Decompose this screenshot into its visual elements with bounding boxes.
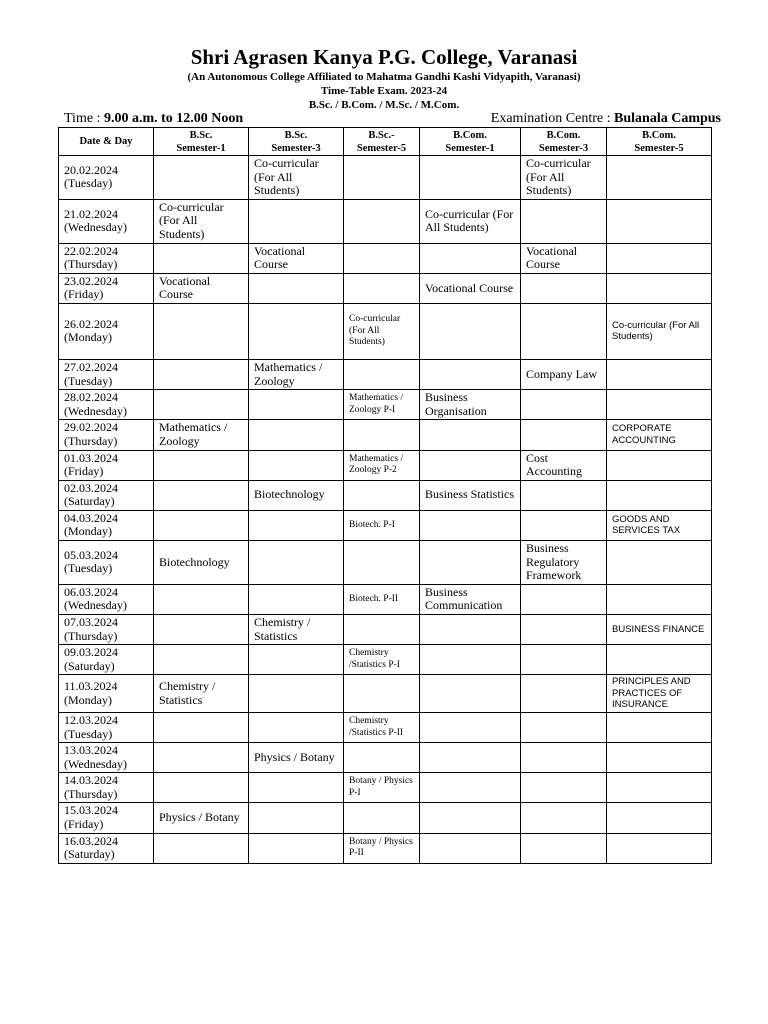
table-header-row	[59, 128, 712, 156]
table-row	[59, 584, 712, 614]
table-row	[59, 359, 712, 389]
subject-cell: Biotechnology	[154, 541, 249, 585]
subject-cell	[249, 420, 344, 450]
subject-cell	[420, 833, 521, 863]
exam-centre	[491, 110, 721, 128]
table-row	[59, 420, 712, 450]
table-row	[59, 773, 712, 803]
subject-cell	[344, 615, 420, 645]
date-cell	[59, 541, 154, 585]
subject-cell	[420, 156, 521, 200]
college-title: Shri Agrasen Kanya P.G. College, Varanasi	[190, 45, 578, 69]
exam-date: 01.03.2024	[64, 450, 118, 465]
subject-cell: Biotech. P-II	[344, 584, 420, 614]
exam-day: (Tuesday)	[64, 373, 113, 388]
exam-day: (Monday)	[64, 524, 112, 539]
subject-cell	[249, 510, 344, 540]
exam-day: (Saturday)	[64, 847, 115, 862]
table-row	[59, 615, 712, 645]
subject-cell	[249, 712, 344, 742]
subject-cell: Chemistry / Statistics	[249, 615, 344, 645]
subject-cell	[249, 833, 344, 863]
exam-day: (Wednesday)	[64, 220, 128, 235]
subject-cell: Co-curricular (For All Students)	[420, 199, 521, 243]
exam-info-line	[58, 110, 721, 128]
subject-cell	[249, 675, 344, 713]
subject-cell	[154, 359, 249, 389]
subject-cell	[249, 541, 344, 585]
subject-cell: Vocational Course	[420, 273, 521, 303]
subject-cell	[344, 156, 420, 200]
column-header-line: Semester-5	[356, 142, 407, 154]
subject-cell	[249, 273, 344, 303]
exam-day: (Wednesday)	[64, 598, 128, 613]
subject-cell	[344, 803, 420, 833]
column-header-bsc-sem5	[344, 128, 420, 156]
subject-cell	[607, 743, 712, 773]
column-header-bcom-sem1	[420, 128, 521, 156]
date-cell	[59, 803, 154, 833]
exam-date: 29.02.2024	[64, 420, 118, 435]
subject-cell	[521, 803, 607, 833]
column-header-line: B.Sc.-	[368, 129, 395, 141]
subject-cell: Mathematics / Zoology P-2	[344, 450, 420, 480]
column-header-line: Semester-3	[538, 142, 589, 154]
table-row	[59, 303, 712, 359]
subject-cell: Co-curricular (For All Students)	[154, 199, 249, 243]
subject-cell	[249, 390, 344, 420]
date-cell	[59, 712, 154, 742]
subject-cell	[154, 156, 249, 200]
subject-cell: BUSINESS FINANCE	[607, 615, 712, 645]
subject-cell	[521, 480, 607, 510]
subject-cell	[154, 450, 249, 480]
column-header-bsc-sem3	[249, 128, 344, 156]
subject-cell	[521, 303, 607, 359]
exam-day: (Tuesday)	[64, 726, 113, 741]
table-row	[59, 645, 712, 675]
table-row	[59, 199, 712, 243]
subject-cell	[607, 273, 712, 303]
date-cell	[59, 675, 154, 713]
subject-cell	[344, 199, 420, 243]
exam-date: 09.03.2024	[64, 645, 118, 660]
date-cell	[59, 156, 154, 200]
date-cell	[59, 390, 154, 420]
exam-day: (Wednesday)	[64, 756, 128, 771]
subject-cell	[249, 645, 344, 675]
subject-cell: Physics / Botany	[154, 803, 249, 833]
exam-date: 28.02.2024	[64, 390, 118, 405]
table-row	[59, 541, 712, 585]
table-row	[59, 450, 712, 480]
subject-cell	[521, 675, 607, 713]
subject-cell	[607, 645, 712, 675]
column-header-line: Semester-1	[445, 142, 495, 154]
subject-cell: Co-curricular (For All Students)	[249, 156, 344, 200]
subject-cell: Vocational Course	[154, 273, 249, 303]
subject-cell	[420, 615, 521, 645]
exam-day: (Friday)	[64, 464, 104, 479]
exam-day: (Monday)	[64, 692, 112, 707]
subject-cell	[154, 510, 249, 540]
subject-cell: Biotechnology	[249, 480, 344, 510]
date-cell	[59, 273, 154, 303]
table-row	[59, 156, 712, 200]
subject-cell	[521, 390, 607, 420]
subject-cell	[420, 359, 521, 389]
date-cell	[59, 615, 154, 645]
column-header-date-day	[59, 128, 154, 156]
subject-cell	[154, 773, 249, 803]
exam-date: 07.03.2024	[64, 615, 118, 630]
subject-cell: Chemistry /Statistics P-I	[344, 645, 420, 675]
subject-cell	[420, 303, 521, 359]
time-value: 9.00 a.m. to 12.00 Noon	[103, 111, 244, 126]
exam-date: 05.03.2024	[64, 547, 118, 562]
subject-cell	[521, 712, 607, 742]
exam-date: 02.03.2024	[64, 480, 118, 495]
subject-cell	[521, 833, 607, 863]
date-cell	[59, 199, 154, 243]
subject-cell	[607, 584, 712, 614]
subject-cell: Co-curricular (For All Students)	[344, 303, 420, 359]
subject-cell: Mathematics / Zoology	[249, 359, 344, 389]
table-row	[59, 743, 712, 773]
subject-cell	[521, 584, 607, 614]
exam-day: (Friday)	[64, 287, 104, 302]
table-row	[59, 390, 712, 420]
subject-cell	[607, 156, 712, 200]
subject-cell	[154, 303, 249, 359]
exam-day: (Monday)	[64, 330, 112, 345]
date-cell	[59, 510, 154, 540]
column-header-line: Semester-1	[176, 142, 226, 154]
subject-cell	[607, 359, 712, 389]
subject-cell	[249, 303, 344, 359]
centre-label: Examination Centre :	[490, 111, 615, 126]
exam-date: 06.03.2024	[64, 584, 118, 599]
table-row	[59, 833, 712, 863]
subject-cell: Mathematics / Zoology P-I	[344, 390, 420, 420]
table-row	[59, 273, 712, 303]
subject-cell: Vocational Course	[249, 243, 344, 273]
subject-cell	[420, 803, 521, 833]
exam-date: 23.02.2024	[64, 273, 118, 288]
column-header-line: Semester-3	[271, 142, 321, 154]
subject-cell	[521, 199, 607, 243]
exam-title: Time-Table Exam. 2023-24	[320, 85, 448, 97]
date-cell	[59, 303, 154, 359]
column-header-bcom-sem5	[607, 128, 712, 156]
exam-day: (Saturday)	[64, 658, 115, 673]
column-header-line: B.Com.	[642, 129, 676, 141]
subject-cell: Co-curricular (For All Students)	[521, 156, 607, 200]
exam-date: 14.03.2024	[64, 773, 118, 788]
exam-date: 15.03.2024	[64, 803, 118, 818]
column-header-line: B.Sc.	[189, 129, 213, 141]
date-cell	[59, 243, 154, 273]
exam-date: 04.03.2024	[64, 510, 118, 525]
subject-cell	[521, 615, 607, 645]
date-cell	[59, 773, 154, 803]
subject-cell	[420, 243, 521, 273]
subject-cell: Botany / Physics P-I	[344, 773, 420, 803]
table-row	[59, 243, 712, 273]
exam-date: 22.02.2024	[64, 243, 118, 258]
subject-cell: Chemistry / Statistics	[154, 675, 249, 713]
subject-cell	[154, 712, 249, 742]
subject-cell: Business Organisation	[420, 390, 521, 420]
subject-cell	[607, 712, 712, 742]
subject-cell	[420, 420, 521, 450]
column-header-line: B.Com.	[546, 129, 581, 141]
subject-cell	[420, 645, 521, 675]
subject-cell	[420, 450, 521, 480]
subject-cell	[154, 833, 249, 863]
exam-day: (Thursday)	[64, 433, 118, 448]
subject-cell	[521, 743, 607, 773]
table-row	[59, 803, 712, 833]
exam-day: (Thursday)	[64, 257, 118, 272]
exam-date: 16.03.2024	[64, 833, 118, 848]
subject-cell: PRINCIPLES AND PRACTICES OF INSURANCE	[607, 675, 712, 713]
subject-cell	[521, 773, 607, 803]
column-header-bcom-sem3	[521, 128, 607, 156]
subject-cell	[420, 743, 521, 773]
subject-cell	[607, 390, 712, 420]
subject-cell	[154, 743, 249, 773]
subject-cell	[154, 480, 249, 510]
subject-cell	[607, 803, 712, 833]
subject-cell: Mathematics / Zoology	[154, 420, 249, 450]
column-header-bsc-sem1	[154, 128, 249, 156]
course-list: B.Sc. / B.Com. / M.Sc. / M.Com.	[308, 99, 460, 111]
exam-time	[64, 110, 243, 128]
subject-cell: Botany / Physics P-II	[344, 833, 420, 863]
column-header-line: B.Com.	[453, 129, 487, 141]
exam-day: (Wednesday)	[64, 403, 128, 418]
exam-date: 12.03.2024	[64, 712, 118, 727]
table-row	[59, 480, 712, 510]
subject-cell	[607, 480, 712, 510]
column-header-line: Date & Day	[79, 136, 133, 147]
subject-cell	[521, 420, 607, 450]
date-cell	[59, 450, 154, 480]
date-cell	[59, 833, 154, 863]
subject-cell	[249, 773, 344, 803]
document-header	[0, 44, 768, 112]
subject-cell	[607, 450, 712, 480]
subject-cell: Chemistry /Statistics P-II	[344, 712, 420, 742]
subject-cell	[344, 420, 420, 450]
date-cell	[59, 420, 154, 450]
table-row	[59, 712, 712, 742]
subject-cell: Physics / Botany	[249, 743, 344, 773]
table-row	[59, 510, 712, 540]
subject-cell: GOODS AND SERVICES TAX	[607, 510, 712, 540]
subject-cell	[521, 510, 607, 540]
centre-value: Bulanala Campus	[614, 111, 721, 126]
subject-cell: Vocational Course	[521, 243, 607, 273]
subject-cell	[249, 584, 344, 614]
time-label: Time :	[64, 111, 104, 126]
subject-cell	[344, 541, 420, 585]
subject-cell	[521, 273, 607, 303]
subject-cell	[607, 833, 712, 863]
column-header-line: B.Sc.	[284, 129, 308, 141]
exam-date: 27.02.2024	[64, 359, 118, 374]
subject-cell: Cost Accounting	[521, 450, 607, 480]
subject-cell	[420, 541, 521, 585]
subject-cell	[344, 359, 420, 389]
subject-cell: CORPORATE ACCOUNTING	[607, 420, 712, 450]
subject-cell	[154, 390, 249, 420]
subject-cell	[420, 712, 521, 742]
date-cell	[59, 645, 154, 675]
exam-day: (Thursday)	[64, 628, 118, 643]
subject-cell	[607, 541, 712, 585]
subject-cell: Business Regulatory Framework	[521, 541, 607, 585]
subject-cell: Co-curricular (For All Students)	[607, 303, 712, 359]
subject-cell	[344, 273, 420, 303]
exam-day: (Tuesday)	[64, 176, 113, 191]
subject-cell	[607, 243, 712, 273]
exam-day: (Tuesday)	[64, 561, 113, 576]
timetable	[58, 127, 712, 864]
subject-cell	[344, 243, 420, 273]
subject-cell	[344, 743, 420, 773]
college-subtitle: (An Autonomous College Affiliated to Mahatma Gandhi Kashi Vidyapith, Varanasi)	[187, 71, 581, 83]
subject-cell	[249, 450, 344, 480]
subject-cell	[607, 773, 712, 803]
exam-date: 21.02.2024	[64, 206, 118, 221]
exam-day: (Thursday)	[64, 786, 118, 801]
exam-day: (Friday)	[64, 817, 104, 832]
subject-cell: Biotech. P-I	[344, 510, 420, 540]
exam-date: 26.02.2024	[64, 316, 118, 331]
subject-cell	[420, 773, 521, 803]
subject-cell: Company Law	[521, 359, 607, 389]
subject-cell	[420, 675, 521, 713]
date-cell	[59, 743, 154, 773]
subject-cell	[154, 584, 249, 614]
subject-cell	[420, 510, 521, 540]
subject-cell	[344, 480, 420, 510]
subject-cell	[154, 615, 249, 645]
column-header-line: Semester-5	[634, 142, 684, 154]
subject-cell	[344, 675, 420, 713]
date-cell	[59, 359, 154, 389]
subject-cell	[249, 803, 344, 833]
subject-cell	[607, 199, 712, 243]
subject-cell	[521, 645, 607, 675]
exam-date: 13.03.2024	[64, 743, 118, 758]
exam-day: (Saturday)	[64, 494, 115, 509]
table-row	[59, 675, 712, 713]
subject-cell: Business Statistics	[420, 480, 521, 510]
subject-cell: Business Communication	[420, 584, 521, 614]
exam-date: 11.03.2024	[64, 679, 118, 694]
subject-cell	[249, 199, 344, 243]
subject-cell	[154, 243, 249, 273]
subject-cell	[154, 645, 249, 675]
date-cell	[59, 584, 154, 614]
date-cell	[59, 480, 154, 510]
exam-date: 20.02.2024	[64, 162, 118, 177]
